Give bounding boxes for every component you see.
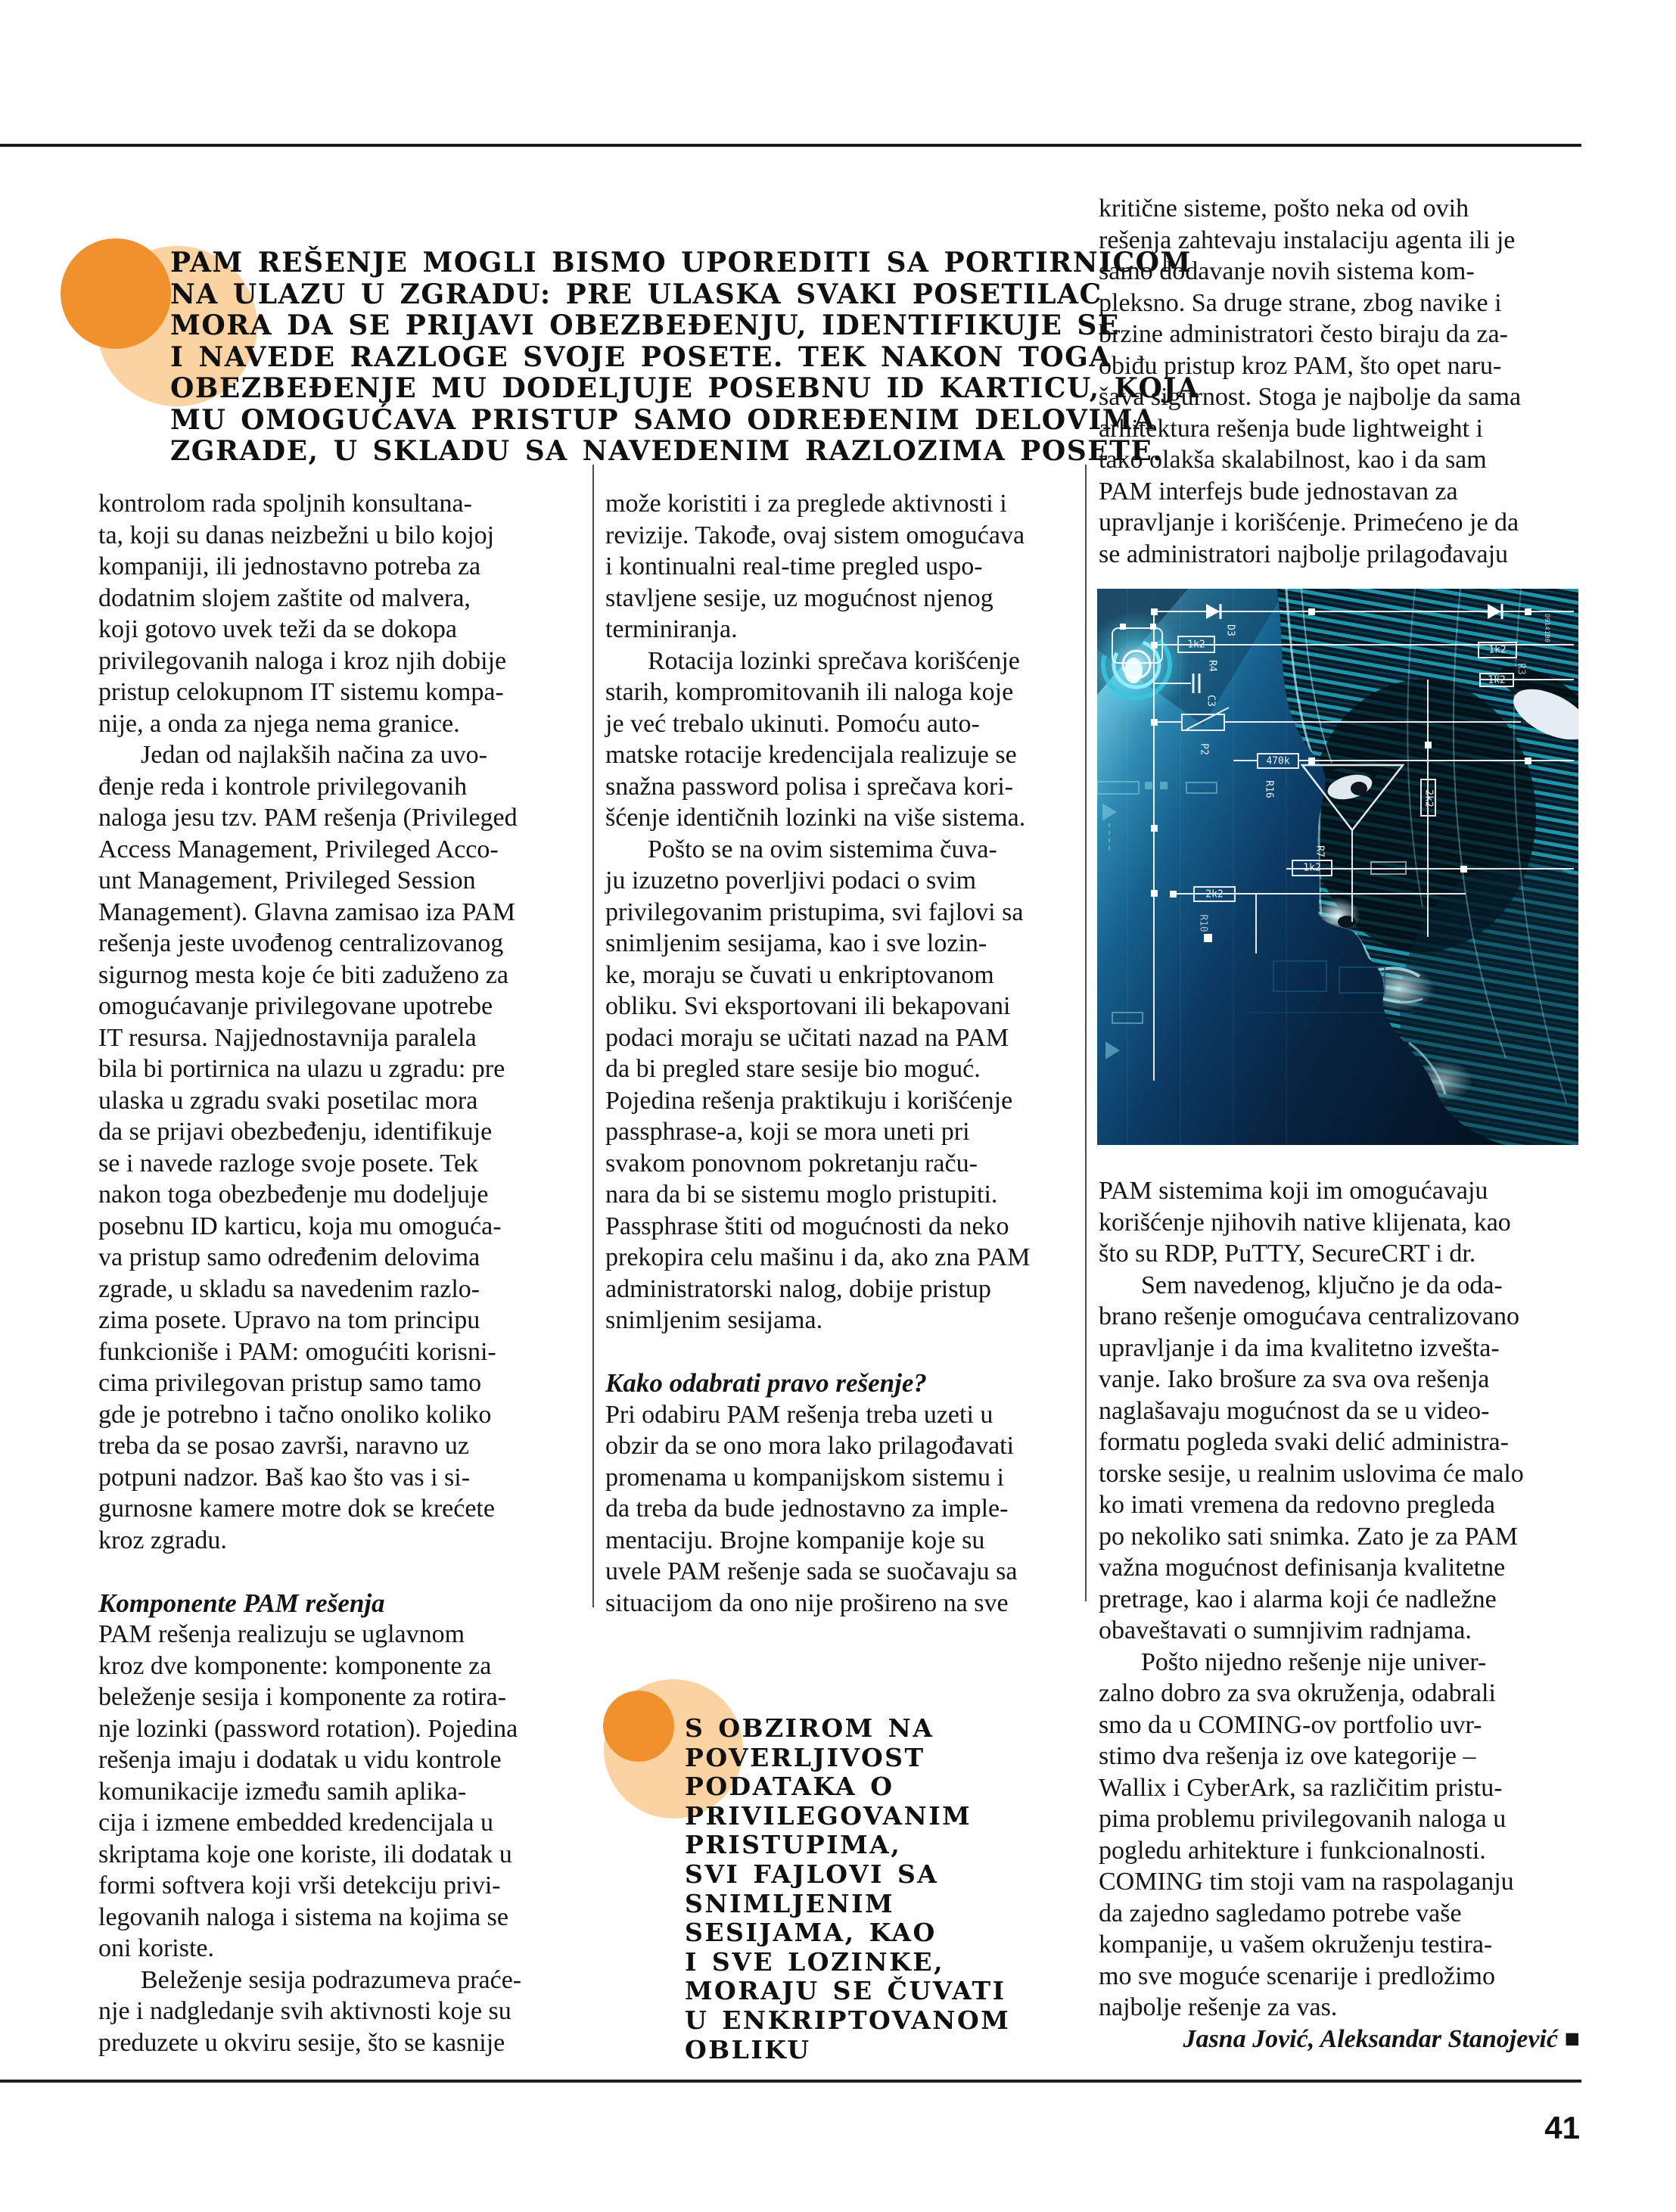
text-line: passphrase-a, koji se mora uneti pri: [605, 1118, 970, 1146]
text-line: kroz dve komponente: komponente za: [98, 1651, 492, 1680]
text-line: važna mogućnost definisanja kvalitetne: [1099, 1554, 1506, 1582]
text-line: PODATAKA O: [685, 1772, 894, 1802]
text-line: terminiranja.: [605, 615, 738, 643]
text-line: S OBZIROM NA: [685, 1713, 934, 1743]
text-line: potpuni nadzor. Baš kao što vas i si-: [98, 1463, 471, 1492]
text-line: obliku. Svi eksportovani ili bekapovani: [605, 992, 1011, 1020]
text-line: brzine administratori često biraju da za-: [1099, 320, 1508, 348]
text-line: Pošto se na ovim sistemima čuva-: [648, 835, 997, 863]
text-line: nje i nadgledanje svih aktivnosti koje su: [98, 1997, 512, 2025]
text-line: obaveštavati o sumnjivim radnjama.: [1099, 1616, 1472, 1644]
text-line: PAM REŠENJE MOGLI BISMO UPOREDITI SA PORTIRNICOM: [170, 247, 1192, 278]
text-line: privilegovanih naloga i kroz njih dobije: [98, 646, 507, 675]
text-line: najbolje rešenje za vas.: [1099, 1993, 1338, 2021]
text-line: PAM sistemima koji im omogućavaju: [1099, 1177, 1488, 1205]
text-line: pretrage, kao i alarma koji će nadležne: [1099, 1585, 1497, 1613]
text-line: I NAVEDE RAZLOGE SVOJE POSETE. TEK NAKON TOGA: [170, 341, 1112, 373]
circuit-label: R3: [1515, 663, 1527, 675]
text-line: mentaciju. Brojne kompanije koje su: [605, 1526, 985, 1554]
text-line: gde je potrebno i tačno onoliko koliko: [98, 1400, 492, 1429]
text-line: NA ULAZU U ZGRADU: PRE ULASKA SVAKI POSETILAC: [170, 278, 1102, 310]
text-line: [605, 1336, 1087, 1368]
text-line: skriptama koje one koriste, ili dodatak u: [98, 1840, 512, 1868]
text-line: rešenja jeste uvođenog centralizovanog: [98, 929, 504, 957]
text-line: po nekoliko sati snimka. Zato je za PAM: [1099, 1522, 1519, 1551]
text-line: da zajedno sagledamo potrebe vaše: [1099, 1899, 1462, 1927]
text-line: starih, kompromitovanih ili naloga koje: [605, 678, 1014, 706]
text-line: IT resursa. Najjednostavnija paralela: [98, 1023, 477, 1052]
text-line: beleženje sesija i komponente za rotira-: [98, 1683, 507, 1711]
text-line: posebnu ID karticu, koja mu omoguća-: [98, 1212, 502, 1240]
text-line: SNIMLJENIM: [685, 1888, 895, 1918]
text-line: nara da bi se sistemu moglo pristupiti.: [605, 1181, 998, 1209]
pull-quote-1: [170, 247, 1199, 468]
text-line: administratorski nalog, dobije pristup: [605, 1274, 991, 1303]
text-line: U ENKRIPTOVANOM: [685, 2005, 1011, 2035]
circuit-face-image: [1097, 589, 1578, 1145]
text-line: zgrade, u skladu sa navedenim razlo-: [98, 1274, 480, 1303]
text-line: upravljanje i korišćenje. Primećeno je da: [1099, 509, 1519, 537]
text-line: Wallix i CyberArk, sa različitim pristu-: [1099, 1773, 1503, 1802]
text-line: pristup celokupnom IT sistemu kompa-: [98, 678, 504, 706]
text-line: snimljenim sesijama, kao i sve lozin-: [605, 929, 987, 957]
text-line: Passphrase štiti od mogućnosti da neko: [605, 1212, 1009, 1240]
top-rule: [0, 144, 1581, 147]
text-line: gurnosne kamere motre dok se krećete: [98, 1495, 495, 1523]
text-line: se administratori najbolje prilagođavaju: [1099, 540, 1509, 568]
text-line: da bi pregled stare sesije bio moguć.: [605, 1055, 981, 1083]
text-line: Beleženje sesija podrazumeva praće-: [141, 1965, 522, 1994]
text-line: rešenja zahtevaju instalaciju agenta ili je: [1099, 226, 1516, 254]
text-line: upravljanje i da ima kvalitetno izvešta-: [1099, 1333, 1500, 1362]
text-line: kroz zgradu.: [98, 1526, 227, 1554]
circuit-label: C3: [1205, 695, 1217, 707]
text-line: [98, 1556, 580, 1588]
decor-circle-dark-1: [61, 238, 171, 349]
text-line: kompanije, u vašem okruženju testira-: [1099, 1930, 1493, 1958]
text-line: PRISTUPIMA,: [685, 1830, 902, 1860]
text-line: prekopira celu mašinu i da, ako zna PAM: [605, 1243, 1031, 1271]
circuit-label: R16: [1263, 780, 1275, 798]
text-line: korišćenje njihovih native klijenata, kao: [1099, 1208, 1511, 1237]
text-line: zima posete. Upravo na tom principu: [98, 1306, 480, 1334]
text-line: OBEZBEĐENJE MU DODELJUJE POSEBNU ID KARTICU, KOJA: [170, 372, 1200, 404]
text-line: svakom ponovnom pokretanju raču-: [605, 1149, 978, 1178]
text-line: formi softvera koji vrši detekciju privi-: [98, 1871, 501, 1899]
text-line: da se prijavi obezbeđenju, identifikuje: [98, 1118, 493, 1146]
circuit-label: 1k2: [1488, 674, 1506, 686]
circuit-face-artwork-svg: [1097, 589, 1578, 1145]
circuit-label: P2: [1198, 743, 1210, 755]
text-line: ulaska u zgradu svaki posetilac mora: [98, 1086, 478, 1115]
text-line: sigurnog mesta koje će biti zaduženo za: [98, 960, 508, 989]
text-line: MORAJU SE ČUVATI: [685, 1976, 1006, 2006]
text-line: Jedan od najlakših načina za uvo-: [141, 741, 487, 769]
text-line: MU OMOGUĆAVA PRISTUP SAMO ODREĐENIM DELOVIMA: [170, 403, 1156, 436]
text-line: COMING tim stoji vam na raspolaganju: [1099, 1868, 1514, 1896]
text-line: POVERLJIVOST: [685, 1742, 925, 1772]
text-line: samo dodavanje novih sistema kom-: [1099, 257, 1475, 285]
text-line: privilegovanim pristupima, svi fajlovi sa: [605, 898, 1024, 926]
text-line: vanje. Iako brošure za sva ova rešenja: [1099, 1365, 1490, 1393]
text-line: je već trebalo ukinuti. Pomoću auto-: [605, 709, 980, 738]
text-line: MORA DA SE PRIJAVI OBEZBEĐENJU, IDENTIFIKUJE SE: [170, 310, 1120, 341]
page-number: 41: [1544, 2110, 1580, 2145]
text-line: Komponente PAM rešenja: [98, 1588, 385, 1618]
circuit-label: 470k: [1266, 755, 1290, 767]
text-line: koji gotovo uvek teži da se dokopa: [98, 615, 458, 643]
text-line: Rotacija lozinki sprečava korišćenje: [648, 646, 1020, 675]
text-line: ko imati vremena da redovno pregleda: [1099, 1491, 1495, 1519]
text-line: cima privilegovan pristup samo tamo: [98, 1369, 482, 1397]
text-line: komunikacije između samih aplika-: [98, 1777, 467, 1806]
text-line: arhitektura rešenja bude lightweight i: [1099, 414, 1483, 443]
text-line: PAM rešenja realizuju se uglavnom: [98, 1620, 465, 1648]
text-line: uvele PAM rešenje sada se suočavaju sa: [605, 1557, 1018, 1585]
text-line: kritične sisteme, pošto neka od ovih: [1099, 194, 1469, 222]
text-line: Sem navedenog, ključno je da oda-: [1141, 1271, 1503, 1299]
text-line: stimo dva rešenja iz ove kategorije –: [1099, 1742, 1476, 1770]
text-line: šava sigurnost. Stoga je najbolje da sama: [1099, 383, 1522, 411]
text-line: se i navede razloge svoje posete. Tek: [98, 1149, 479, 1178]
text-line: šćenje identičnih lozinki na više sistema.: [605, 804, 1026, 832]
circuit-label: 1k2: [1187, 639, 1205, 651]
text-line: brano rešenje omogućava centralizovano: [1099, 1302, 1520, 1330]
text-line: Pošto nijedno rešenje nije univer-: [1141, 1647, 1487, 1676]
circuit-label: 1k2: [1488, 644, 1507, 656]
text-line: OBLIKU: [685, 2034, 811, 2064]
circuit-label: 2k2: [1423, 789, 1435, 807]
text-line: nje lozinki (password rotation). Pojedina: [98, 1714, 518, 1743]
circuit-label: R10: [1197, 914, 1209, 932]
text-line: dodatnim slojem zaštite od malvera,: [98, 583, 471, 612]
text-line: PAM interfejs bude jednostavan za: [1099, 477, 1458, 506]
text-line: pleksno. Sa druge strane, zbog navike i: [1099, 288, 1502, 317]
text-line: obzir da se ono mora lako prilagođavati: [605, 1432, 1015, 1460]
text-line: naloga jesu tzv. PAM rešenja (Privileged: [98, 804, 518, 832]
text-line: I SVE LOZINKE,: [685, 1946, 944, 1977]
body-column-3-bottom: [1099, 1175, 1580, 2055]
text-line: ke, moraju se čuvati u enkriptovanom: [605, 960, 994, 989]
circuit-label: 2k2: [1205, 888, 1224, 901]
text-line: snimljenim sesijama.: [605, 1306, 823, 1334]
text-line: legovanih naloga i sistema na kojima se: [98, 1902, 508, 1931]
text-line: naglašavaju mogućnost da se u video-: [1099, 1396, 1490, 1425]
circuit-label: 1k2: [1303, 862, 1321, 874]
text-line: snažna password polisa i sprečava kori-: [605, 772, 1014, 801]
text-line: što su RDP, PuTTY, SecureCRT i dr.: [1099, 1240, 1476, 1268]
text-line: va pristup samo određenim delovima: [98, 1243, 480, 1271]
text-line: smo da u COMING-ov portfolio uvr-: [1099, 1710, 1482, 1739]
text-line: da treba da bude jednostavno za imple-: [605, 1495, 1009, 1523]
text-line: mo sve moguće scenarije i predložimo: [1099, 1962, 1495, 1990]
text-line: đenje reda i kontrole privilegovanih: [98, 772, 468, 801]
text-line: unt Management, Privileged Session: [98, 866, 476, 894]
text-line: treba da se posao završi, naravno uz: [98, 1432, 469, 1460]
text-line: kompaniji, ili jednostavno potreba za: [98, 552, 481, 580]
circuit-label: D3: [1224, 624, 1236, 636]
text-line: rešenja imaju i dodatak u vidu kontrole: [98, 1746, 502, 1774]
bottom-rule: [0, 2080, 1581, 2083]
text-line: pogledu arhitekture i funkcionalnosti.: [1099, 1836, 1486, 1865]
text-line: formatu pogleda svaki delić administra-: [1099, 1428, 1509, 1456]
text-line: pima problemu privilegovanih naloga u: [1099, 1805, 1507, 1833]
text-line: torske sesije, u realnim uslovima će malo: [1099, 1459, 1524, 1488]
body-column-1: [98, 488, 580, 2058]
text-line: može koristiti i za preglede aktivnosti i: [605, 490, 1007, 518]
text-line: Pri odabiru PAM rešenja treba uzeti u: [605, 1400, 993, 1429]
text-line: i kontinualni real-time pregled uspo-: [605, 552, 983, 580]
text-line: Management). Glavna zamisao iza PAM: [98, 898, 516, 926]
text-line: Access Management, Privileged Acco-: [98, 835, 499, 863]
text-line: obiđu pristup kroz PAM, što opet naru-: [1099, 351, 1502, 380]
body-column-3-top: [1099, 193, 1580, 570]
text-line: omogućavanje privilegovane upotrebe: [98, 992, 493, 1020]
text-line: tako olakša skalabilnost, kao i da sam: [1099, 446, 1487, 474]
decor-circle-dark-2: [603, 1691, 674, 1762]
text-line: cija i izmene embedded kredencijala u: [98, 1809, 494, 1837]
text-line: promenama u kompanijskom sistemu i: [605, 1463, 1004, 1492]
text-line: bila bi portirnica na ulazu u zgradu: pre: [98, 1055, 505, 1083]
text-line: ta, koji su danas neizbežni u bilo kojoj: [98, 521, 495, 549]
circuit-label: D9141B0: [1543, 614, 1550, 642]
text-line: funkcioniše i PAM: omogućiti korisni-: [98, 1337, 496, 1366]
text-line: SVI FAJLOVI SA: [685, 1859, 939, 1889]
text-line: nije, a onda za njega nema granice.: [98, 709, 460, 738]
text-line: podaci moraju se učitati nazad na PAM: [605, 1023, 1009, 1052]
text-line: situacijom da ono nije prošireno na sve: [605, 1588, 1009, 1617]
text-line: nakon toga obezbeđenje mu dodeljuje: [98, 1181, 489, 1209]
text-line: kontrolom rada spoljnih konsultana-: [98, 490, 472, 518]
text-line: SESIJAMA, KAO: [685, 1918, 937, 1948]
text-line: revizije. Takođe, ovaj sistem omogućava: [605, 521, 1025, 549]
circuit-label: R4: [1206, 660, 1218, 672]
text-line: ZGRADE, U SKLADU SA NAVEDENIM RAZLOZIMA POSETE.: [170, 435, 1164, 467]
text-line: Pojedina rešenja praktikuju i korišćenje: [605, 1086, 1013, 1115]
pull-quote-2: [685, 1714, 1010, 2064]
text-line: matske rotacije kredencijala realizuje se: [605, 741, 1017, 769]
text-line: zalno dobro za sva okruženja, odabrali: [1099, 1679, 1496, 1707]
circuit-label: R7: [1314, 845, 1326, 857]
text-line: stavljene sesije, uz mogućnost njenog: [605, 583, 993, 612]
text-line: Jasna Jović, Aleksandar Stanojević ■: [1183, 2024, 1580, 2053]
body-column-2: [605, 488, 1087, 1619]
column-separator-1: [592, 465, 594, 1607]
text-line: PRIVILEGOVANIM: [685, 1800, 972, 1831]
text-line: preduzete u okviru sesije, što se kasnije: [98, 2028, 505, 2057]
text-line: Kako odabrati pravo rešenje?: [605, 1368, 927, 1398]
text-line: oni koriste.: [98, 1934, 214, 1962]
text-line: ju izuzetno poverljivi podaci o svim: [605, 866, 977, 894]
